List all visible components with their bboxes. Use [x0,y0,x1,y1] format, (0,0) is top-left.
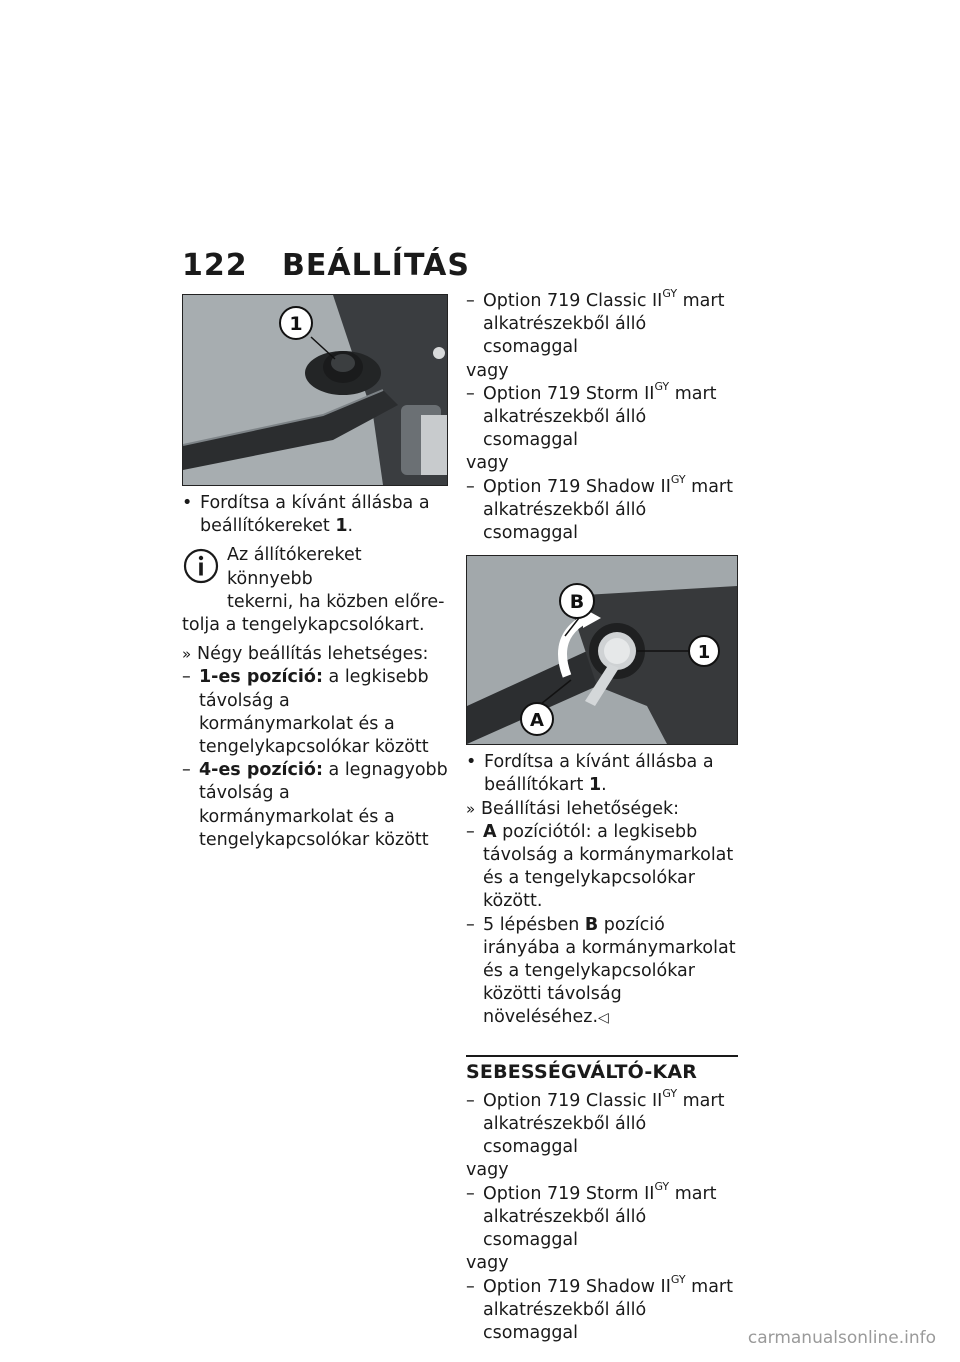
package-suffix: mart [682,1090,725,1111]
package-name: Option 719 Storm II [483,1183,655,1204]
package-line2: alkatrészekből álló csomaggal [483,499,647,544]
package-connector: vagy [466,1253,509,1274]
package-sup: GY [670,472,686,486]
package-shadow [466,1272,738,1346]
package-connector: vagy [466,360,509,381]
dash-icon: – [466,821,475,842]
package-line2: alkatrészekből álló csomaggal [483,1299,647,1343]
package-name: Option 719 Storm II [483,383,655,404]
package-list-top [466,287,738,545]
package-name: Option 719 Shadow II [483,476,671,497]
option-pre: 5 lépésben [483,914,580,935]
lever-photo-2 [466,555,738,745]
package-classic [466,287,738,360]
dash-icon: – [466,914,475,935]
option-text: pozíciótól: a legkisebb távolság a kormánymarkolat és a tengelykapcsolókar között. [483,821,734,912]
step-rotate-lever [466,751,738,797]
dash-icon: – [466,1276,475,1297]
result-label: Beállítási lehetőségek: [481,798,680,819]
info-line-1: Az állítókereket könnyebb [227,545,362,589]
info-note [182,544,448,637]
package-name: Option 719 Classic II [483,1090,663,1111]
option-text: pozíció irányába a kormánymarkolat és a tengelykapcsolókar közötti távolság növeléséhez. [483,914,736,1028]
package-line2: alkatrészekből álló csomaggal [483,314,647,358]
figure2-label-b: B [569,591,585,614]
package-suffix: mart [691,476,733,497]
bullet-icon: • [182,493,193,513]
package-line2: alkatrészekből álló csomaggal [483,1206,647,1251]
package-suffix: mart [674,1183,717,1204]
dash-icon: – [466,383,475,404]
package-sup: GY [654,379,670,393]
package-name: Option 719 Shadow II [483,1276,671,1297]
bullet-icon: • [466,752,477,773]
result-arrow-icon: » [466,799,476,818]
figure1-label: 1 [289,313,303,335]
package-classic [466,1087,738,1160]
option-label: B [584,914,599,935]
step-rotate-wheel [182,492,448,538]
page-title: BEÁLLÍTÁS [282,248,470,283]
dash-icon: – [182,760,191,781]
dash-icon: – [466,476,475,497]
step-ref: 1 [588,775,602,796]
step-text: Fordítsa a kívánt állásba a beállítókereket [200,493,430,537]
left-column [182,294,448,852]
dash-icon: – [466,1183,475,1204]
dash-icon: – [182,667,191,688]
step-ref: 1 [335,516,348,537]
option-position-1 [182,666,448,759]
dash-icon: – [466,1090,475,1111]
option-label: 4-es pozíció: [199,760,323,781]
info-icon [182,547,220,585]
package-sup: GY [662,1087,678,1101]
package-sup: GY [654,1179,670,1193]
result-label: Négy beállítás lehetséges: [197,644,429,665]
step-end: . [601,775,607,796]
info-line-3: tolja a tengelykapcsolókart. [182,615,425,636]
option-from-a [466,821,738,914]
lever-illustration-1 [183,295,447,485]
option-toward-b [466,914,738,1031]
option-position-4 [182,759,448,852]
option-label: A [483,821,497,842]
package-connector: vagy [466,453,509,474]
package-suffix: mart [682,291,725,311]
package-connector: vagy [466,1160,509,1181]
figure2-label-1: 1 [697,642,711,664]
section-title: SEBESSÉGVÁLTÓ-KAR [466,1060,698,1083]
step-text: Fordítsa a kívánt állásba a beállítókart [484,752,714,796]
package-storm [466,379,738,453]
package-sup: GY [670,1272,686,1286]
package-line2: alkatrészekből álló csomaggal [483,407,647,451]
page-number: 122 [182,248,248,283]
dash-icon: – [466,291,475,311]
package-storm [466,1179,738,1253]
page-header [182,248,470,283]
option-text: a legnagyobb távolság a kormánymarkolat és a tengelykapcsolókar között [199,760,448,850]
section-divider [466,1055,738,1084]
end-of-section-icon: ◁ [598,1010,609,1027]
lever-photo-1 [182,294,448,486]
package-list-bottom [466,1087,738,1345]
figure2-label-a: A [530,710,544,732]
package-suffix: mart [674,383,717,404]
info-line-2: tekerni, ha közben előre- [227,591,445,612]
option-label: 1-es pozíció: [199,667,323,688]
step-end: . [347,516,354,537]
package-sup: GY [662,287,678,301]
right-column [466,287,738,1345]
package-line2: alkatrészekből álló csomaggal [483,1114,647,1158]
option-text: a legkisebb távolság a kormánymarkolat és a tengelykapcsolókar között [199,667,429,758]
result-text [466,798,738,821]
result-text [182,643,448,666]
lever-illustration-2 [467,556,737,744]
watermark-link[interactable]: carmanualsonline.info [747,1328,936,1348]
package-shadow [466,472,738,546]
package-suffix: mart [691,1276,733,1297]
result-arrow-icon: » [182,645,192,664]
package-name: Option 719 Classic II [483,291,663,311]
